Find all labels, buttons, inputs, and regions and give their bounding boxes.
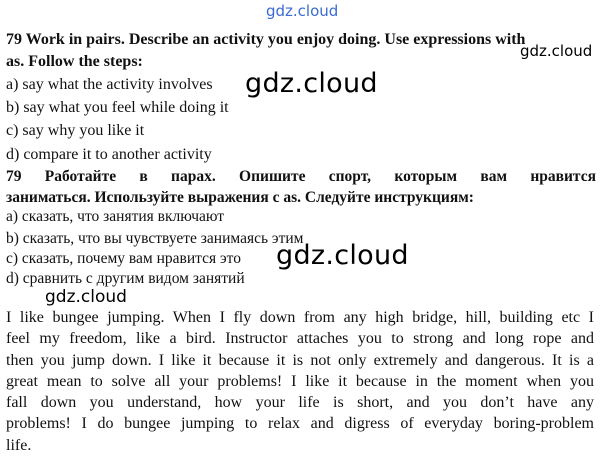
task-en-step-a: a) say what the activity involves [6,76,213,93]
watermark-center-1: gdz.cloud [245,68,378,99]
task-ru-heading-line2: заниматься. Используйте выражения с as. Следуйте инструкциям: [6,189,474,206]
answer-line: great mean to solve all your problems! I like it because in the moment when you [6,372,594,390]
task-en-step-c: c) say why you like it [6,122,145,139]
answer-paragraph [6,307,594,456]
answer-line: life. [6,436,32,454]
task-ru-step-a: a) сказать, что занятия включают [6,208,225,225]
task-ru-step-b: b) сказать, что вы чувствуете занимаясь этим [6,230,304,247]
task-ru-step-c: c) сказать, почему вам нравится это [6,250,241,267]
answer-line: then you jump down. I like it because it is not only extremely and dangerous. It is a [6,351,594,369]
answer-line: feel my freedom, like a bird. Instructor attaches you to strong and long rope and [6,330,594,348]
watermark-top: gdz.cloud [266,2,339,20]
watermark-left: gdz.cloud [45,287,127,307]
task-en-step-b: b) say what you feel while doing it [6,99,229,116]
answer-line: fall down you understand, how your life is short, and you don’t have any [6,394,594,412]
task-en-heading-line2: as. Follow the steps: [6,53,143,70]
watermark-center-2: gdz.cloud [276,240,409,271]
task-en-heading-line1: 79 Work in pairs. Describe an activity you enjoy doing. Use expressions with [6,31,526,48]
watermark-right: gdz.cloud [520,42,593,60]
answer-line: I like bungee jumping. When I fly down from any high bridge, hill, building etc I [6,309,594,326]
task-en-step-d: d) compare it to another activity [6,146,212,163]
task-ru-heading-line1: 79 Работайте в парах. Опишите спорт, которым вам нравится [6,168,596,185]
answer-line: problems! I do bungee jumping to relax and digress of everyday boring-problem [6,415,594,433]
task-ru-step-d: d) сравнить с другим видом занятий [6,270,245,287]
